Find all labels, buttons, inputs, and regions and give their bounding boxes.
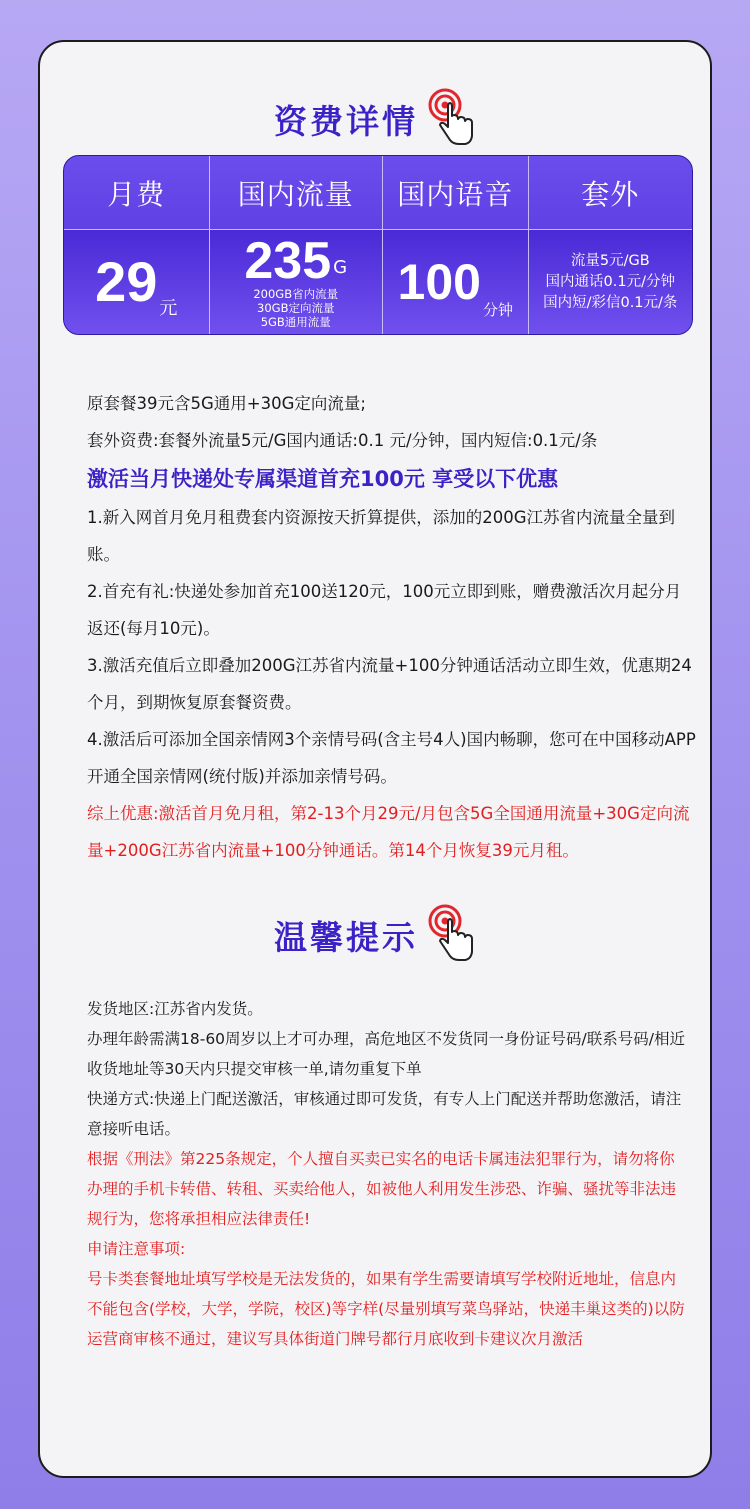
tip-line: 快递方式:快递上门配送激活，审核通过即可发货，有专人上门配送并帮助您激活，请注意接听电话。 (87, 1090, 682, 1138)
promo-item: 3.激活充值后立即叠加200G江苏省内流量+100分钟通话活动立即生效，优惠期24个月，到期恢复原套餐资费。 (87, 656, 692, 712)
tips-content (87, 994, 687, 1354)
tips-section-header (40, 900, 710, 970)
data-cell (210, 230, 383, 334)
header-monthly: 月费 (64, 156, 210, 229)
monthly-fee-value: 29 (95, 250, 158, 313)
fee-table-header (64, 156, 692, 230)
monthly-fee-cell (64, 230, 210, 334)
monthly-fee-unit: 元 (159, 298, 178, 319)
tip-line: 发货地区:江苏省内发货。 (87, 1000, 263, 1018)
extra-fee-line: 国内短/彩信0.1元/条 (543, 294, 678, 311)
data-detail: 200GB省内流量 (253, 287, 339, 301)
data-unit: G (333, 257, 348, 278)
extra-fee-line: 流量5元/GB (570, 252, 650, 269)
desc-line: 套外资费:套餐外流量5元/G国内通话:0.1 元/分钟，国内短信:0.1元/条 (87, 431, 598, 450)
legal-warning: 根据《刑法》第225条规定，个人擅自买卖已实名的电话卡属违法犯罪行为，请勿将你办理的手机卡转借、转租、买卖给他人，如被他人利用发生涉恐、诈骗、骚扰等非法违规行为，您将承担相应法律责任! (87, 1150, 677, 1228)
extra-fee-cell (529, 230, 692, 334)
tips-section-title: 温馨提示 (274, 917, 418, 957)
promo-item: 1.新入网首月免月租费套内资源按天折算提供，添加的200G江苏省内流量全量到账。 (87, 508, 676, 564)
promo-summary: 综上优惠:激活首月免月租，第2-13个月29元/月包含5G全国通用流量+30G定向流量+200G江苏省内流量+100分钟通话。第14个月恢复39元月租。 (87, 804, 690, 860)
voice-value: 100 (397, 254, 481, 310)
pointer-hand-icon (428, 87, 476, 147)
fee-section-header (40, 84, 710, 154)
promo-highlight: 激活当月快递处专属渠道首充100元 享受以下优惠 (87, 467, 559, 491)
extra-fee-line: 国内通话0.1元/分钟 (545, 273, 675, 290)
data-detail: 30GB定向流量 (257, 301, 335, 315)
data-detail: 5GB通用流量 (260, 315, 331, 329)
plan-description (87, 385, 697, 869)
voice-cell (383, 230, 529, 334)
address-notice: 号卡类套餐地址填写学校是无法发货的，如果有学生需要请填写学校附近地址，信息内不能包含(学校，大学，学院，校区)等字样(尽量别填写菜鸟驿站，快递丰巢这类的)以防运营商审核不通过，建议写具体街道门牌号都行月底收到卡建议次月激活 (87, 1270, 685, 1348)
fee-table-values (64, 230, 692, 334)
tip-line: 办理年龄需满18-60周岁以上才可办理，高危地区不发货同一身份证号码/联系号码/相近收货地址等30天内只提交审核一单,请勿重复下单 (87, 1030, 685, 1078)
data-value: 235 (244, 232, 332, 290)
content-card (38, 40, 712, 1478)
notice-heading: 申请注意事项: (87, 1240, 186, 1258)
promo-item: 2.首充有礼:快递处参加首充100送120元，100元立即到账，赠费激活次月起分月返还(每月10元)。 (87, 582, 682, 638)
header-data: 国内流量 (210, 156, 383, 229)
fee-section-title: 资费详情 (274, 101, 418, 141)
header-extra: 套外 (581, 177, 640, 211)
voice-unit: 分钟 (482, 301, 513, 319)
desc-line: 原套餐39元含5G通用+30G定向流量; (87, 394, 366, 413)
fee-table (63, 155, 693, 335)
pointer-hand-icon (428, 903, 476, 963)
header-voice: 国内语音 (383, 156, 529, 229)
promo-item: 4.激活后可添加全国亲情网3个亲情号码(含主号4人)国内畅聊，您可在中国移动APP开通全国亲情网(统付版)并添加亲情号码。 (87, 730, 696, 786)
